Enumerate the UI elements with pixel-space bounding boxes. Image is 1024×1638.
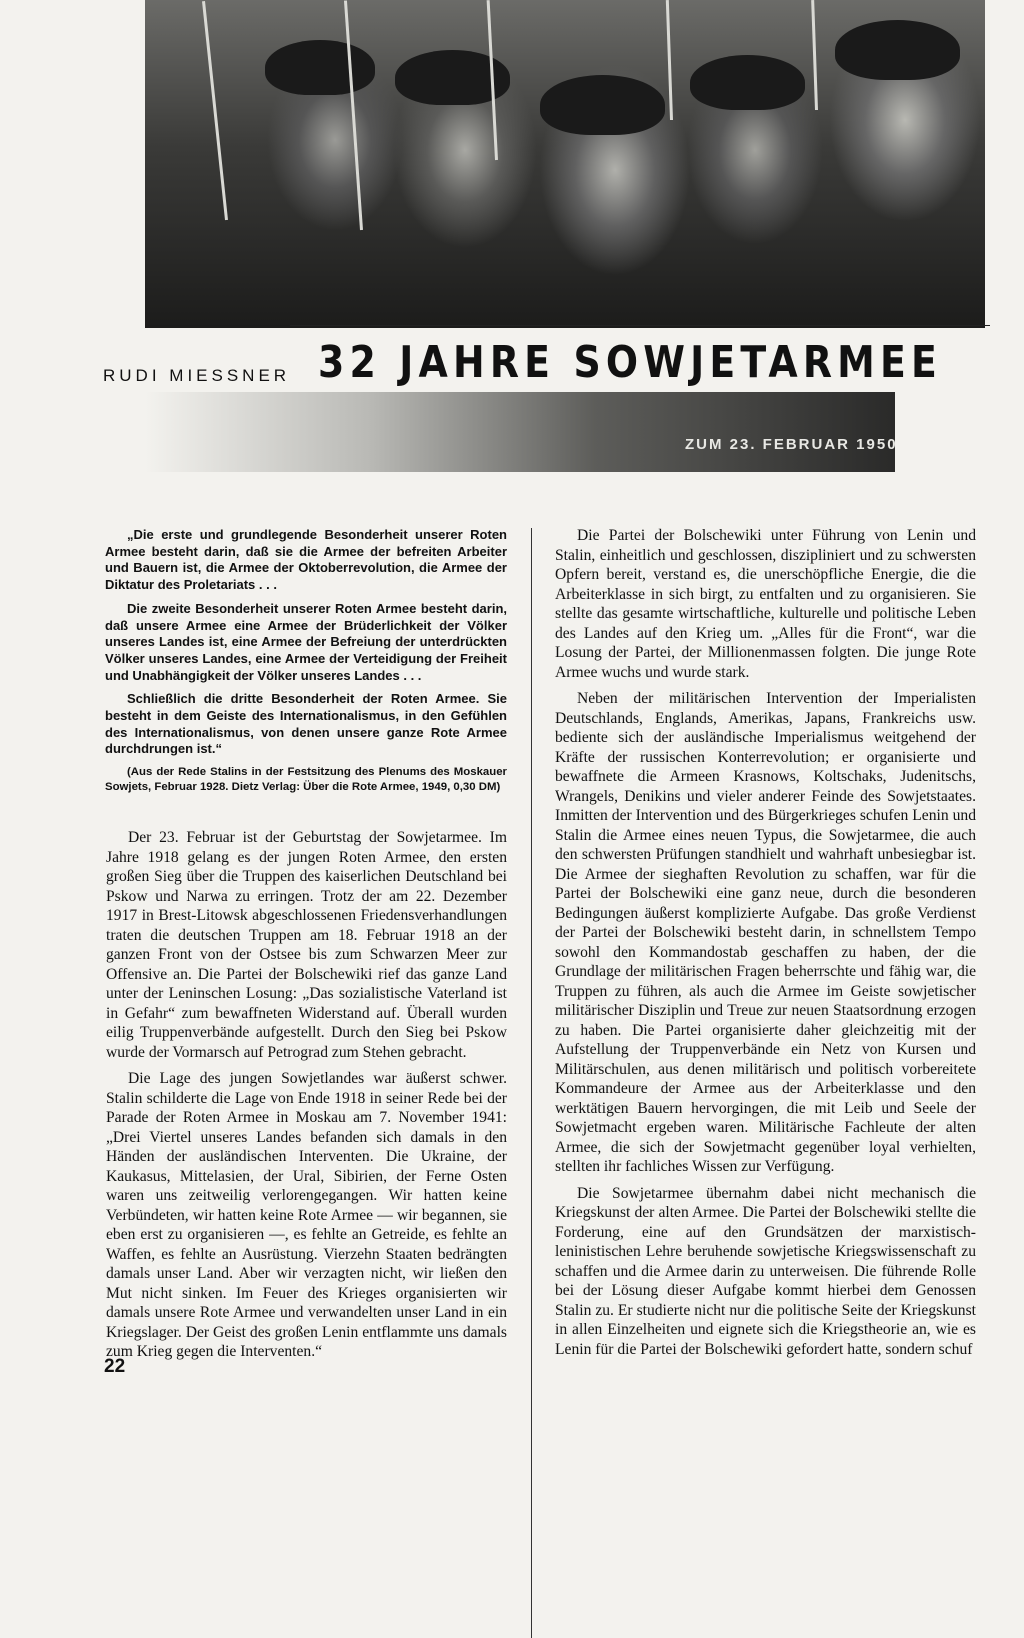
bayonet xyxy=(811,0,818,110)
soldier-cap xyxy=(540,75,665,135)
soldier-cap xyxy=(690,55,805,110)
quote-paragraph-3: Schließlich die dritte Besonderheit der Roten Armee. Sie besteht in dem Geiste des Internationalismus, in den Gefühlen des Internationalismus, von denen unsere ganze Rote Armee durchdrungen ist.“ xyxy=(105,691,507,757)
bayonet xyxy=(666,0,673,120)
quote-paragraph-1: „Die erste und grundlegende Besonderheit unserer Roten Armee besteht darin, daß sie die Armee der befreiten Arbeiter und Bauern ist, die Armee der Oktoberrevolution, die Armee der Diktatur des Proletariats . . . xyxy=(105,527,507,593)
header-photo-soldiers xyxy=(145,0,985,328)
page-number: 22 xyxy=(104,1356,126,1377)
right-paragraph-2: Neben der militärischen Intervention der Imperialisten Deutschlands, Englands, Amerikas, Japans, Frankreichs usw. bediente sich der ausländische Imperialismus weitgehend der Kräfte der russischen Konterrevolution; er organisierte und bewaffnete die Armeen Krasnows, Koltschaks, Judenitschs, Wrangels, Denikins und vieler anderer Feinde des Sowjetstaates. Inmitten der Intervention und des Bürgerkrieges schufen Lenin und Stalin die Armee eines neuen Typus, die Sowjetarmee, die auch den schwersten Prüfungen standhielt und wahrhaft unbesiegbar ist. Die Armee der sieghaften Revolution zu schaffen, war für die Partei der Bolschewiki eine ganz neue, durch die besonderen Bedingungen äußerst komplizierte Aufgabe. Das große Verdienst der Partei der Bolschewiki besteht darin, in schnellstem Tempo sowohl den Kommandostab geschaffen zu haben, der die Grundlage der militärischen Fragen beherrschte und fähig war, die Truppen zu führen, als auch die Armee im Geiste sowjetischer militärischer Disziplin und Treue zur neuen Staatsordnung erzogen zu haben. Die Partei organisierte daher gleichzeitig mit der Aufstellung der Truppenverbände ein Netz von Kursen und Militärschulen, aus denen militärisch und politisch vorbereitete Kommandeure der Armee aus der Arbeiterklasse und den werktätigen Bauern hervorgingen, die mit Leib und Seele der Sowjetmacht ergeben waren. Militärische Fachleute der alten Armee, die sich der Sowjetmacht gegenüber loyal verhielten, stellten ihr fachliches Wissen zur Verfügung. xyxy=(555,690,976,1175)
right-paragraph-1: Die Partei der Bolschewiki unter Führung von Lenin und Stalin, einheitlich und geschlossen, diszipliniert und zu schwersten Opfern bereit, verstand es, die unerschöpfliche Energie, die die Arbeiterklasse in sich birgt, zu entfalten und zu organisieren. Sie stellte das gesamte wirtschaftliche, kulturelle und politische Leben des Landes auf den Krieg um. „Alles für die Front“, war die Losung der Partei, der Millionenmassen folgten. Die junge Rote Armee wuchs und wurde stark. xyxy=(555,527,976,681)
author-name: RUDI MIESSNER xyxy=(103,366,291,385)
left-paragraph-1: Der 23. Februar ist der Geburtstag der Sowjetarmee. Im Jahre 1918 gelang es der jungen Roten Armee, den ersten großen Sieg über die Truppen des kaiserlichen Deutschland bei Pskow und Narwa zu erringen. Trotz der am 22. Dezember 1917 in Brest-Litowsk abgeschlossenen Friedensverhandlungen traten die deutschen Truppen am 18. Februar 1918 an der ganzen Front von der Ostsee bis zum Schwarzen Meer zur Offensive an. Die Partei der Bolschewiki rief das ganze Land unter der Leninschen Losung: „Das sozialistische Vaterland ist in Gefahr“ zum bewaffneten Widerstand auf. Überall wurden eilig Truppenverbände aufgestellt. Durch den Sieg bei Pskow wurde der Vormarsch auf Petrograd zum Stehen gebracht. xyxy=(106,829,507,1061)
title-rule xyxy=(290,325,990,326)
right-paragraph-3: Die Sowjetarmee übernahm dabei nicht mechanisch die Kriegskunst der alten Armee. Die Partei der Bolschewiki stellte die Forderung, eine auf den Grundsätzen der marxistisch-leninistischen Lehre beruhende sowjetische Kriegswissenschaft zu schaffen und die Armee darin zu unterweisen. Die führende Rolle bei der Lösung dieser Aufgabe kommt hierbei dem Genossen Stalin zu. Er studierte nicht nur die politische Seite der Kriegskunst in allen Einzelheiten und eignete sich die Kriegstheorie an, wie es Lenin für die Partei der Bolschewiki gefordert hatte, sondern schuf xyxy=(555,1184,976,1358)
article-title: 32 JAHRE SOWJETARMEE xyxy=(318,337,942,388)
quote-paragraph-2: Die zweite Besonderheit unserer Roten Armee besteht darin, daß unsere Armee eine Armee der Brüderlichkeit der Völker unseres Landes ist, eine Armee der Befreiung der unterdrückten Völker unseres Landes, eine Armee der Verteidigung der Freiheit und Unabhängigkeit der Völker unseres Landes . . . xyxy=(105,600,507,683)
left-column xyxy=(106,828,507,1369)
dateline: ZUM 23. FEBRUAR 1950 xyxy=(685,436,898,453)
soldier-cap xyxy=(835,20,960,80)
quote-source: (Aus der Rede Stalins in der Festsitzung des Plenums des Moskauer Sowjets, Februar 1928. Dietz Verlag: Über die Rote Armee, 1949, 0,30 DM) xyxy=(105,766,507,794)
right-column xyxy=(555,526,976,1366)
header-photo-lower-band xyxy=(145,392,895,472)
bayonet xyxy=(202,1,228,220)
left-paragraph-2: Die Lage des jungen Sowjetlandes war äußerst schwer. Stalin schilderte die Lage von Ende 1918 in seiner Rede bei der Parade der Roten Armee in Moskau am 7. November 1941: „Drei Viertel unseres Landes befanden sich damals in den Händen der ausländischen Interventen. Die Ukraine, der Kaukasus, Mittelasien, der Ural, Sibirien, der Ferne Osten waren uns zeitweilig verlorengegangen. Wir hatten keine Verbündeten, wir hatten keine Rote Armee — wir begannen, sie eben erst zu organisieren —, es fehlte an Getreide, es fehlte an Waffen, es fehlte an Ausrüstung. Vierzehn Staaten bedrängten damals unser Land. Aber wir verzagten nicht, wir ließen den Mut nicht sinken. Im Feuer des Krieges organisierten wir damals unsere Rote Armee und verwandelten unser Land in ein Kriegslager. Der Geist des großen Lenin entflammte uns damals zum Krieg gegen die Interventen.“ xyxy=(106,1070,507,1360)
bayonet xyxy=(344,0,363,230)
stalin-quote-block xyxy=(105,527,507,802)
column-divider xyxy=(531,528,532,1638)
soldier-cap xyxy=(265,40,375,95)
